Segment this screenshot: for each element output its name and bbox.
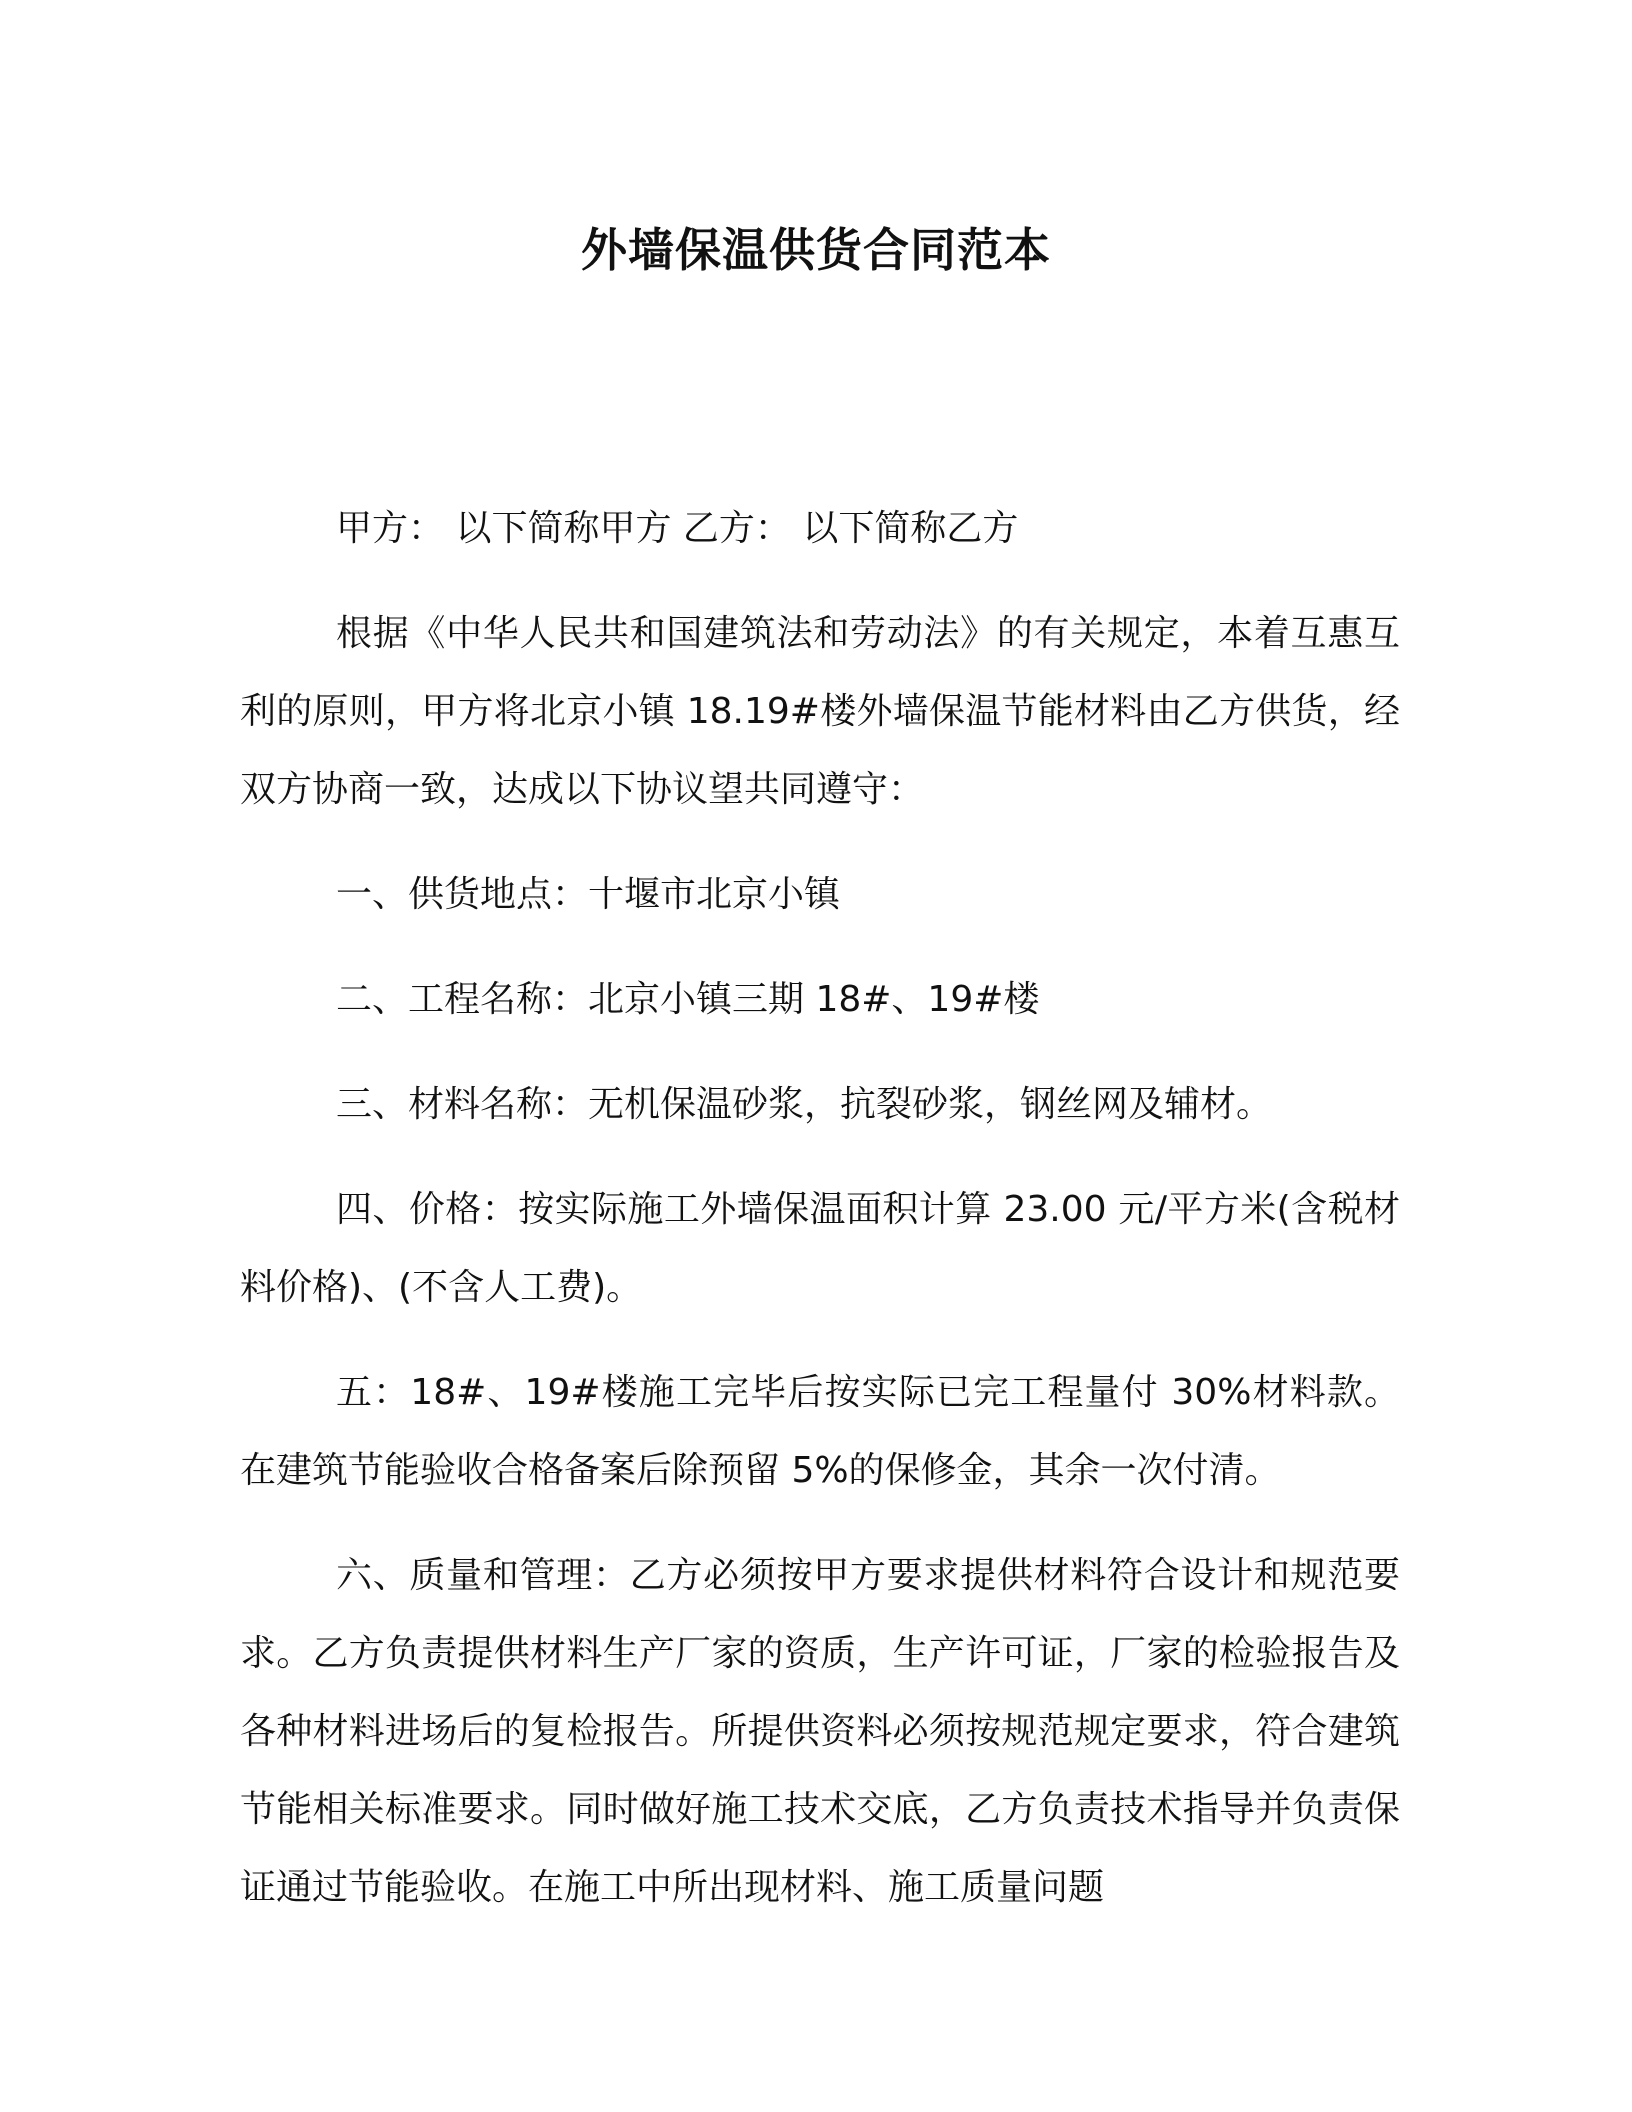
document-title: 外墙保温供货合同范本 <box>581 223 1051 277</box>
clause-2-project-name: 二、工程名称：北京小镇三期 18#、19#楼 <box>336 979 1040 1020</box>
clause-6-quality-management: 六、质量和管理：乙方必须按甲方要求提供材料符合设计和规范要求。乙方负责提供材料生产厂家的资质，生产许可证，厂家的检验报告及各种材料进场后的复检报告。所提供资料必须按规范规定要求，符合建筑节能相关标准要求。同时做好施工技术交底，乙方负责技术指导并负责保证通过节能验收。在施工中所出现材料、施工质量问题 <box>240 1555 1400 1908</box>
clause-3-material-name: 三、材料名称：无机保温砂浆，抗裂砂浆，钢丝网及辅材。 <box>336 1084 1273 1125</box>
preamble-paragraph: 根据《中华人民共和国建筑法和劳动法》的有关规定，本着互惠互利的原则，甲方将北京小镇 18.19#楼外墙保温节能材料由乙方供货，经双方协商一致，达成以下协议望共同遵守： <box>240 613 1400 810</box>
clause-4-price: 四、价格：按实际施工外墙保温面积计算 23.00 元/平方米(含税材料价格)、(不含人工费)。 <box>240 1189 1400 1308</box>
parties-paragraph: 甲方： 以下简称甲方 乙方： 以下简称乙方 <box>336 508 1019 549</box>
clause-1-supply-location: 一、供货地点：十堰市北京小镇 <box>336 874 841 915</box>
document-body <box>240 490 1400 1954</box>
clause-5-payment: 五：18#、19#楼施工完毕后按实际已完工程量付 30%材料款。在建筑节能验收合格备案后除预留 5%的保修金，其余一次付清。 <box>240 1372 1400 1491</box>
